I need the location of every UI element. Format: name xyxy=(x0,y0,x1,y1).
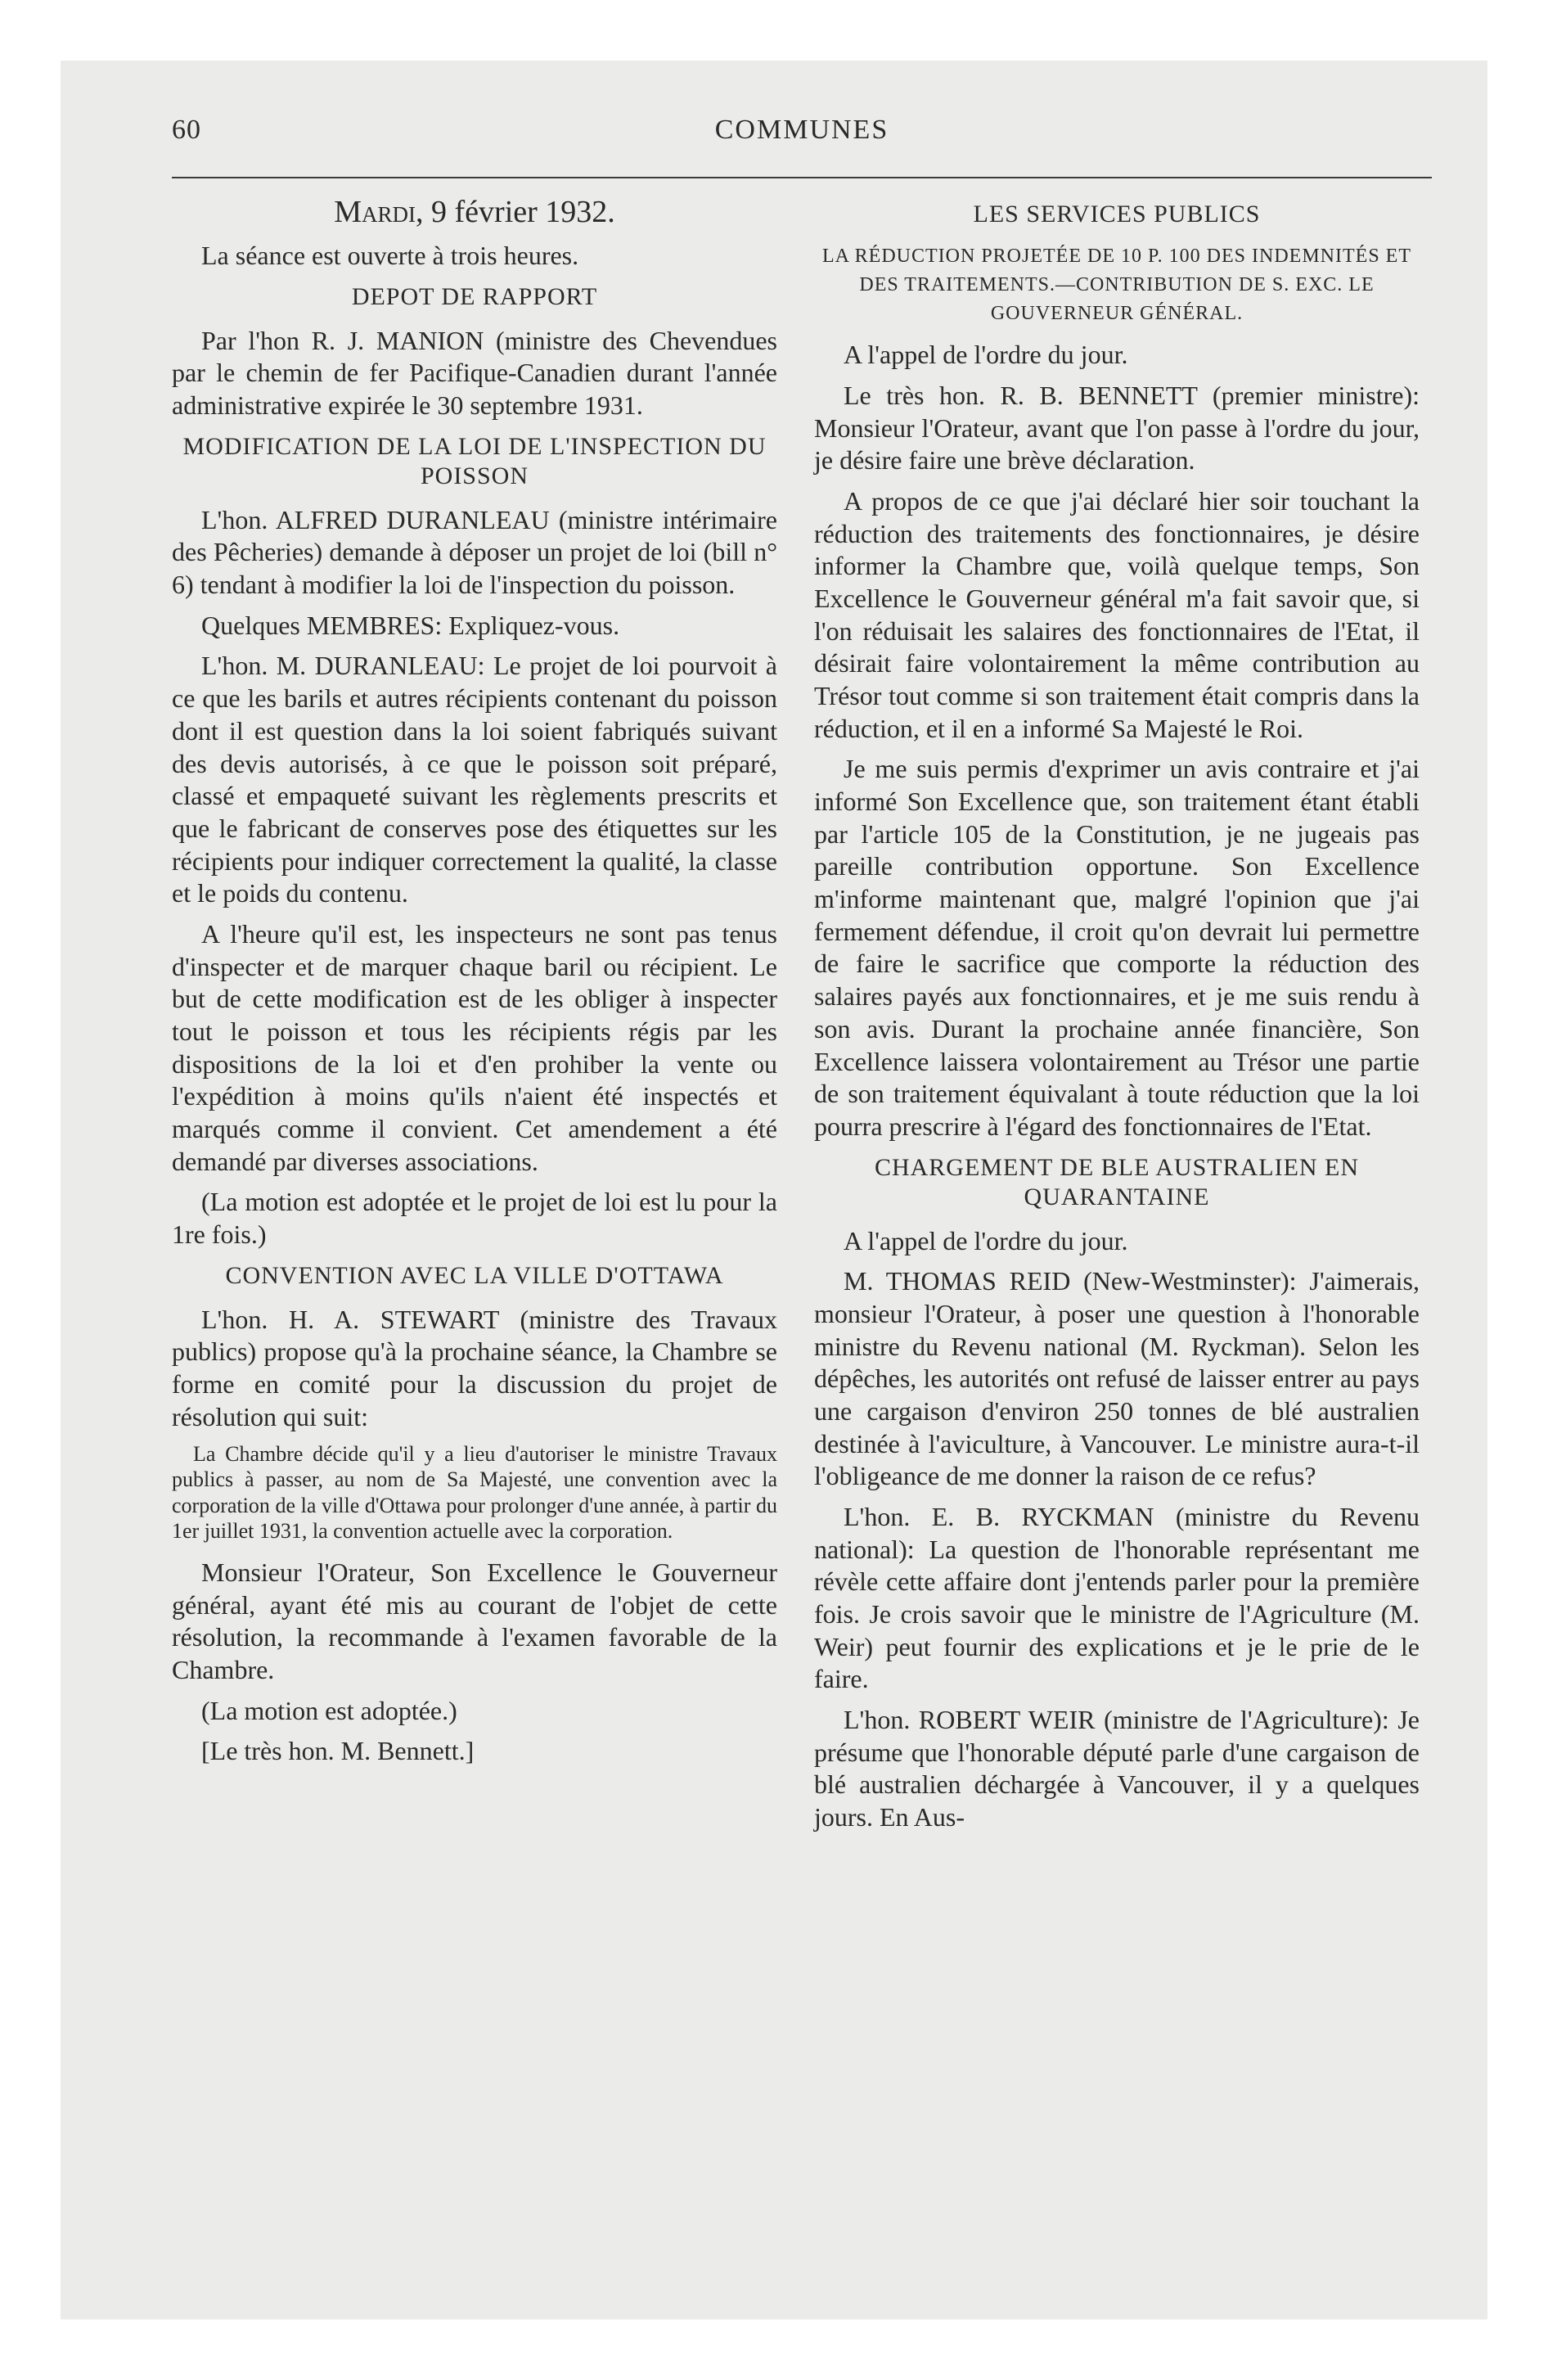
heading-services-publics: LES SERVICES PUBLICS xyxy=(973,201,1261,228)
running-title: COMMUNES xyxy=(714,115,889,145)
page-header xyxy=(172,115,1432,152)
header-rule xyxy=(172,177,1432,178)
paragraph-stewart: L'hon. H. A. STEWART (ministre des Travaux publics) propose qu'à la prochaine séance, la Chambre se forme en comité pour la discussion du projet de résolution qui suit: xyxy=(172,1304,777,1431)
paragraph-motion-1: (La motion est adoptée et le projet de loi est lu pour la 1re fois.) xyxy=(172,1187,777,1249)
resolution-quote: La Chambre décide qu'il y a lieu d'autoriser le ministre Travaux publics à passer, au nom de Sa Majesté, une convention avec la corporation de la ville d'Ottawa pour prolonger d'une année, à partir du 1er juillet 1931, la convention actuelle avec la corporation. xyxy=(172,1442,777,1543)
sitting-date xyxy=(172,193,777,232)
paragraph-bennett-3: Je me suis permis d'exprimer un avis contraire et j'ai informé Son Excellence que, son traitement étant établi par l'article 105 de la Constitution, je ne jugeais pas pareille contribution opportune. Son Excellence m'informe maintenant que, malgré l'opinion que j'ai fermement défendue, il croit qu'on devrait lui permettre de faire le sacrifice que comporte la réduction des salaires payés aux fonctionnaires, et je me suis rendu à son avis. Durant la prochaine année financière, Son Excellence laissera volontairement au Trésor une partie de son traitement équivalant à toute réduction que la loi pourra prescrire à l'égard des fonctionnaires de l'Etat. xyxy=(814,754,1420,1141)
paragraph-duranleau-1: L'hon. ALFRED DURANLEAU (ministre intérimaire des Pêcheries) demande à déposer un projet de loi (bill n° 6) tendant à modifier la loi de l'inspection du poisson. xyxy=(172,504,777,600)
paragraph-depot: Par l'hon R. J. MANION (ministre des Chevendues par le chemin de fer Pacifique-Canadien durant l'année administrative expirée le 30 septembre 1931. xyxy=(172,325,777,421)
paragraph-duranleau-2: L'hon. M. DURANLEAU: Le projet de loi pourvoit à ce que les barils et autres récipients contenant du poisson dont il est question dans la loi soient fabriqués suivant des devis autorisés, à ce que le poisson soit préparé, classé et empaqueté suivant les règlements prescrits et que le fabricant de conserves pose des étiquettes sur les récipients pour indiquer correctement la qualité, la classe et le poids du contenu. xyxy=(172,651,777,908)
speaker-note: [Le très hon. M. Bennett.] xyxy=(201,1736,475,1766)
paragraph-reid: M. THOMAS REID (New-Westminster): J'aimerais, monsieur l'Orateur, à poser une question à l'honorable ministre du Revenu national (M. Ryckman). Selon les dépêches, les autorités ont refusé de laisser entrer au pays une cargaison d'environ 250 tonnes de blé australien destinée à l'aviculture, à Vancouver. Le ministre aura-t-il l'obligeance de me donner la raison de ce refus? xyxy=(814,1266,1420,1491)
sitting-date-rest: , 9 février 1932. xyxy=(416,195,615,229)
paragraph-membres: Quelques MEMBRES: Expliquez-vous. xyxy=(201,610,620,640)
paragraph-appel-1: A l'appel de l'ordre du jour. xyxy=(844,340,1128,370)
paragraph-motion-2: (La motion est adoptée.) xyxy=(201,1695,457,1725)
paragraph-ryckman: L'hon. E. B. RYCKMAN (ministre du Revenu national): La question de l'honorable représentant me révèle cette affaire dont j'entends parler pour la première fois. Je crois savoir que le ministre de l'Agriculture (M. Weir) peut fournir des explications et je le prie de le faire. xyxy=(814,1501,1420,1694)
paragraph-appel-2: A l'appel de l'ordre du jour. xyxy=(844,1225,1128,1255)
left-column xyxy=(172,190,777,1776)
heading-depot-rapport: DEPOT DE RAPPORT xyxy=(351,282,598,310)
paragraph-duranleau-3: A l'heure qu'il est, les inspecteurs ne sont pas tenus d'inspecter et de marquer chaque baril ou récipient. Le but de cette modification est de les obliger à inspecter tout le poisson et tous les récipients régis par les dispositions de la loi et d'en prohiber la vente ou l'expédition à moins qu'ils n'aient été inspectés et marqués comme il convient. Cet amendement a été demandé par diverses associations. xyxy=(172,918,777,1176)
paragraph-orateur: Monsieur l'Orateur, Son Excellence le Gouverneur général, ayant été mis au courant de l'objet de cette résolution, la recommande à l'examen favorable de la Chambre. xyxy=(172,1557,777,1685)
paragraph-bennett-1: Le très hon. R. B. BENNETT (premier ministre): Monsieur l'Orateur, avant que l'on passe à l'ordre du jour, je désire faire une brève déclaration. xyxy=(814,381,1420,476)
heading-inspection-poisson: MODIFICATION DE LA LOI DE L'INSPECTION DU POISSON xyxy=(182,432,767,489)
page-number: 60 xyxy=(172,115,201,145)
right-column xyxy=(814,190,1420,1842)
subheading-reduction: LA RÉDUCTION PROJETÉE DE 10 P. 100 DES INDEMNITÉS ET DES TRAITEMENTS.—CONTRIBUTION DE S. EXC. LE GOUVERNEUR GÉNÉRAL. xyxy=(822,246,1411,324)
heading-ble-australien: CHARGEMENT DE BLE AUSTRALIEN EN QUARANTAINE xyxy=(874,1153,1360,1210)
opening-line: La séance est ouverte à trois heures. xyxy=(201,241,579,271)
heading-convention-ottawa: CONVENTION AVEC LA VILLE D'OTTAWA xyxy=(225,1261,724,1289)
sitting-day: Mardi xyxy=(334,195,416,229)
paragraph-bennett-2: A propos de ce que j'ai déclaré hier soir touchant la réduction des traitements des fonctionnaires, je désire informer la Chambre que, voilà quelque temps, Son Excellence le Gouverneur général m'a fait savoir que, si l'on réduisait les salaires des fonctionnaires de l'Etat, il désirait faire volontairement la même contribution au Trésor tout comme si son traitement était compris dans la réduction, et il en a informé Sa Majesté le Roi. xyxy=(814,486,1420,743)
paragraph-weir: L'hon. ROBERT WEIR (ministre de l'Agriculture): Je présume que l'honorable député parle d'une cargaison de blé australien déchargée à Vancouver, il y a quelques jours. En Aus- xyxy=(814,1704,1420,1832)
